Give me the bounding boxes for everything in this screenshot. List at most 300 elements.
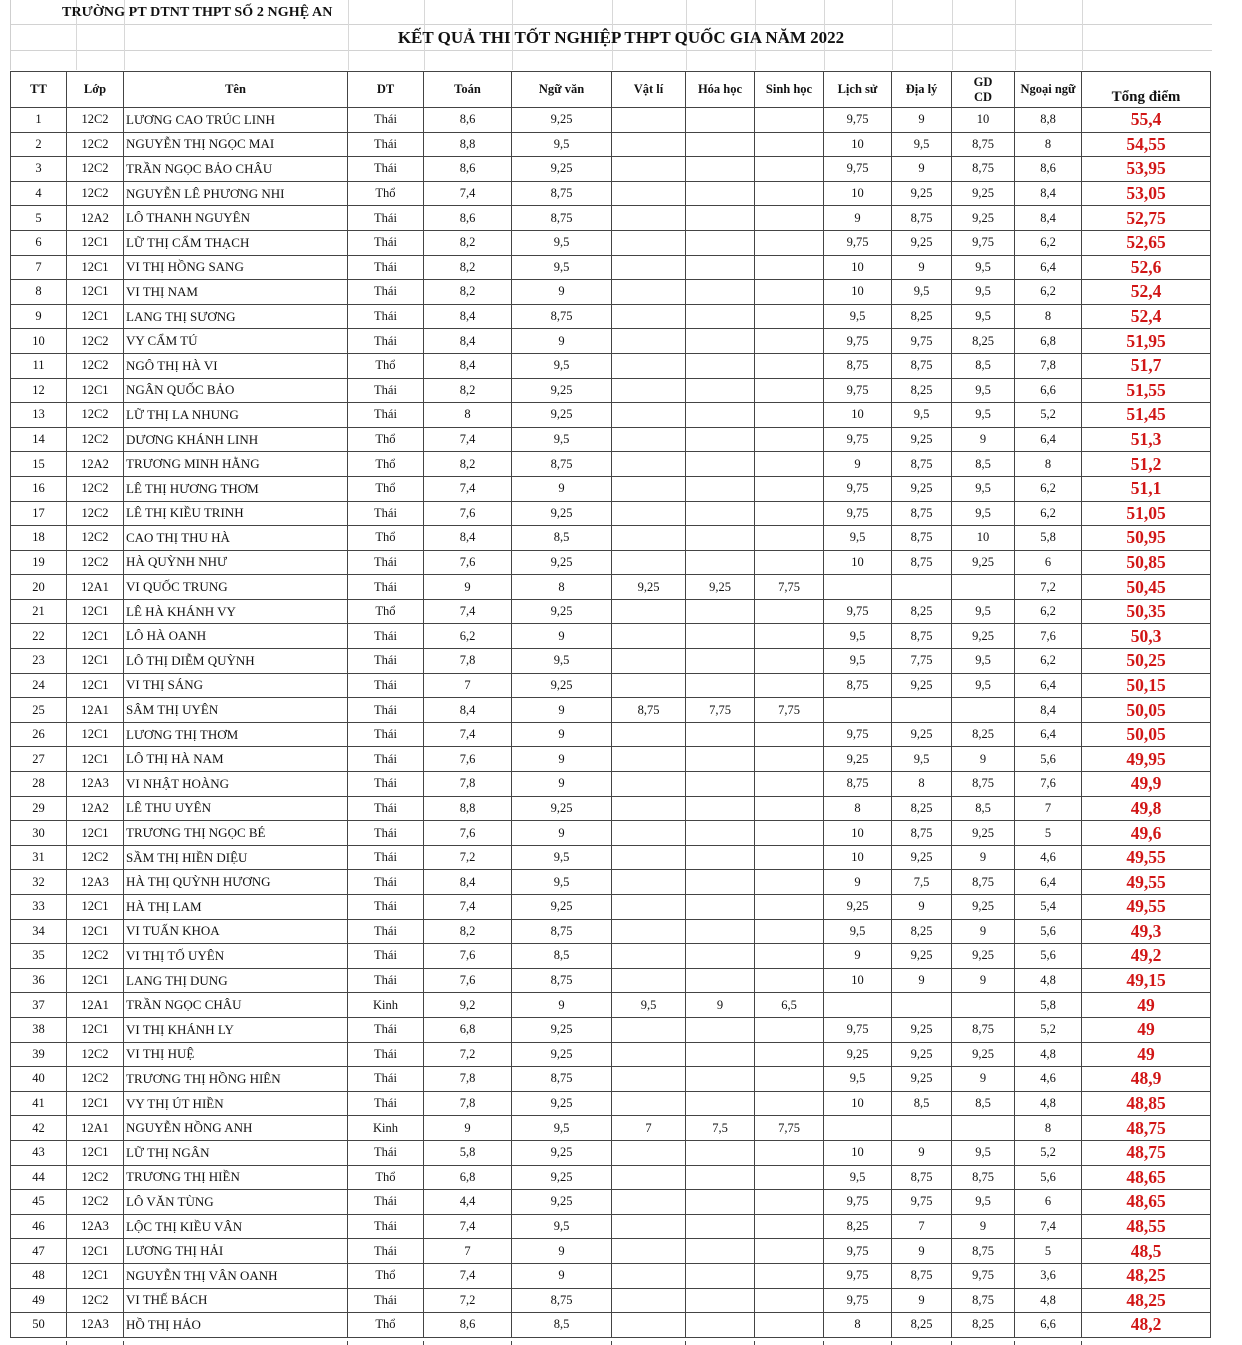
cell-ngu-van: 9,5 (512, 1214, 612, 1239)
cell-vat-li (612, 526, 686, 551)
cell-ngoai-ngu: 4,8 (1015, 1042, 1082, 1067)
cell-sinh-hoc (755, 157, 824, 182)
cell-tt: 18 (11, 526, 67, 551)
cell-dt: Thái (348, 280, 424, 305)
cell-ngoai-ngu: 8,4 (1015, 698, 1082, 723)
cell-gdcd: 9,5 (952, 476, 1015, 501)
cell-gdcd: 9,5 (952, 1190, 1015, 1215)
cell-toan: 8,2 (424, 280, 512, 305)
cell-dt: Thái (348, 1239, 424, 1264)
cell-lich-su: 9,25 (824, 1042, 892, 1067)
cell-lich-su: 9 (824, 452, 892, 477)
cell-dt: Thái (348, 1042, 424, 1067)
cell-vat-li (612, 378, 686, 403)
cell-ngoai-ngu: 8,6 (1015, 157, 1082, 182)
cell-toan: 8,8 (424, 796, 512, 821)
table-row (11, 132, 1211, 157)
cell-tt: 6 (11, 230, 67, 255)
cell-tong-diem: 51,55 (1082, 378, 1211, 403)
cell-ngoai-ngu: 5,6 (1015, 944, 1082, 969)
cell-ngoai-ngu: 8,4 (1015, 181, 1082, 206)
cell-sinh-hoc (755, 772, 824, 797)
cell-ten: LỮ THỊ NGÂN (124, 1140, 348, 1165)
cell-dt: Thổ (348, 1263, 424, 1288)
cell-tong-diem: 52,4 (1082, 280, 1211, 305)
cell-ten: LÔ HÀ OANH (124, 624, 348, 649)
cell-dia-ly: 8,75 (892, 353, 952, 378)
cell-tt: 43 (11, 1140, 67, 1165)
cell-ngu-van: 9 (512, 772, 612, 797)
cell-ten: VI THỊ HUỆ (124, 1042, 348, 1067)
cell-dt: Thái (348, 919, 424, 944)
cell-hoa-hoc (686, 1091, 755, 1116)
cell-dt: Thái (348, 132, 424, 157)
cell-ngoai-ngu: 6,4 (1015, 255, 1082, 280)
cell-gdcd: 9,25 (952, 944, 1015, 969)
cell-tt: 3 (11, 157, 67, 182)
cell-gdcd: 9,5 (952, 1140, 1015, 1165)
cell-ngoai-ngu: 8 (1015, 132, 1082, 157)
cell-lich-su: 10 (824, 403, 892, 428)
cell-sinh-hoc (755, 624, 824, 649)
cell-sinh-hoc (755, 1042, 824, 1067)
cell-tong-diem: 48,65 (1082, 1190, 1211, 1215)
cell-lich-su: 8,75 (824, 673, 892, 698)
cell-tt: 1 (11, 108, 67, 133)
cell-gdcd (952, 993, 1015, 1018)
cell-toan: 8,4 (424, 329, 512, 354)
table-row (11, 304, 1211, 329)
cell-sinh-hoc (755, 821, 824, 846)
cell-tong-diem: 49,9 (1082, 772, 1211, 797)
cell-dt: Thái (348, 895, 424, 920)
cell-gdcd: 8,25 (952, 329, 1015, 354)
table-row (11, 698, 1211, 723)
cell-dia-ly: 8,75 (892, 1263, 952, 1288)
cell-lich-su: 9,75 (824, 1263, 892, 1288)
cell-ngu-van: 9,25 (512, 108, 612, 133)
cell-ten: LÊ HÀ KHÁNH VY (124, 599, 348, 624)
cell-ngoai-ngu: 7,6 (1015, 772, 1082, 797)
cell-hoa-hoc (686, 304, 755, 329)
cell-toan: 7,2 (424, 1042, 512, 1067)
cell-ngu-van: 9,25 (512, 1017, 612, 1042)
cell-lop: 12A3 (67, 870, 124, 895)
cell-ngoai-ngu: 5,2 (1015, 1017, 1082, 1042)
cell-gdcd: 10 (952, 108, 1015, 133)
cell-tong-diem: 50,95 (1082, 526, 1211, 551)
cell-lop: 12C1 (67, 280, 124, 305)
cell-ngu-van: 9,5 (512, 649, 612, 674)
cell-ngu-van: 9,25 (512, 550, 612, 575)
cell-ngu-van: 9 (512, 993, 612, 1018)
cell-hoa-hoc (686, 403, 755, 428)
table-row (11, 378, 1211, 403)
cell-dia-ly: 9 (892, 1140, 952, 1165)
cell-vat-li (612, 550, 686, 575)
cell-tt: 13 (11, 403, 67, 428)
cell-tt: 2 (11, 132, 67, 157)
cell-toan: 8,6 (424, 157, 512, 182)
cell-tt: 8 (11, 280, 67, 305)
table-row (11, 624, 1211, 649)
cell-toan: 7,8 (424, 1091, 512, 1116)
cell-sinh-hoc (755, 452, 824, 477)
cell-tong-diem: 51,2 (1082, 452, 1211, 477)
cell-lich-su: 9,5 (824, 304, 892, 329)
cell-tt: 4 (11, 181, 67, 206)
cell-dia-ly: 9,25 (892, 722, 952, 747)
cell-ngoai-ngu: 5,2 (1015, 1140, 1082, 1165)
cell-gdcd: 9,75 (952, 1263, 1015, 1288)
cell-gdcd (952, 575, 1015, 600)
cell-lich-su: 9,75 (824, 427, 892, 452)
cell-toan: 7,4 (424, 427, 512, 452)
table-row (11, 649, 1211, 674)
col-header-dia-ly: Địa lý (892, 72, 952, 108)
cell-vat-li (612, 1017, 686, 1042)
cell-lich-su: 8 (824, 796, 892, 821)
cell-dt: Thái (348, 747, 424, 772)
cell-tt: 42 (11, 1116, 67, 1141)
cell-vat-li (612, 280, 686, 305)
table-row (11, 722, 1211, 747)
cell-sinh-hoc (755, 132, 824, 157)
cell-tong-diem: 50,35 (1082, 599, 1211, 624)
col-header-vat-li: Vật lí (612, 72, 686, 108)
cell-lop: 12C2 (67, 108, 124, 133)
cell-dt: Thái (348, 575, 424, 600)
cell-gdcd: 9,25 (952, 821, 1015, 846)
cell-vat-li: 9,5 (612, 993, 686, 1018)
cell-sinh-hoc (755, 230, 824, 255)
cell-ngoai-ngu: 7,8 (1015, 353, 1082, 378)
cell-vat-li (612, 870, 686, 895)
cell-dia-ly: 9,75 (892, 1190, 952, 1215)
cell-ngoai-ngu: 6,2 (1015, 280, 1082, 305)
cell-ngu-van: 9 (512, 722, 612, 747)
cell-ngu-van: 9 (512, 1239, 612, 1264)
cell-tong-diem: 53,05 (1082, 181, 1211, 206)
cell-ten: TRẦN NGỌC CHÂU (124, 993, 348, 1018)
cell-tong-diem: 50,05 (1082, 722, 1211, 747)
cell-gdcd: 9,5 (952, 378, 1015, 403)
cell-toan: 7,4 (424, 1263, 512, 1288)
cell-lop: 12C2 (67, 403, 124, 428)
cell-tong-diem: 52,75 (1082, 206, 1211, 231)
cell-ngoai-ngu: 5,8 (1015, 526, 1082, 551)
cell-dt: Thái (348, 378, 424, 403)
table-row (11, 968, 1211, 993)
cell-dt: Thái (348, 1190, 424, 1215)
table-row (11, 550, 1211, 575)
cell-tong-diem: 48,25 (1082, 1263, 1211, 1288)
cell-dia-ly: 8,75 (892, 526, 952, 551)
cell-tong-diem: 49,6 (1082, 821, 1211, 846)
cell-vat-li (612, 599, 686, 624)
cell-vat-li (612, 673, 686, 698)
cell-vat-li (612, 1263, 686, 1288)
cell-ngoai-ngu: 4,8 (1015, 1288, 1082, 1313)
cell-hoa-hoc (686, 452, 755, 477)
cell-tong-diem: 52,65 (1082, 230, 1211, 255)
cell-hoa-hoc (686, 1263, 755, 1288)
table-row (11, 452, 1211, 477)
cell-dia-ly: 8,75 (892, 1165, 952, 1190)
cell-dt: Thái (348, 722, 424, 747)
cell-lich-su: 9,5 (824, 1165, 892, 1190)
cell-toan: 9 (424, 1116, 512, 1141)
cell-dt: Thái (348, 1214, 424, 1239)
table-row (11, 895, 1211, 920)
cell-dt: Thổ (348, 353, 424, 378)
cell-lich-su: 10 (824, 280, 892, 305)
cell-dt: Thổ (348, 181, 424, 206)
cell-dia-ly: 8 (892, 772, 952, 797)
cell-ngoai-ngu: 6,8 (1015, 329, 1082, 354)
cell-ten: CAO THỊ THU HÀ (124, 526, 348, 551)
cell-hoa-hoc (686, 329, 755, 354)
cell-lop: 12C2 (67, 550, 124, 575)
cell-ten: VI THỊ KHÁNH LY (124, 1017, 348, 1042)
cell-ngu-van: 9 (512, 1263, 612, 1288)
cell-gdcd (952, 1116, 1015, 1141)
cell-dia-ly (892, 698, 952, 723)
cell-ngu-van: 8,75 (512, 1067, 612, 1092)
cell-tt: 11 (11, 353, 67, 378)
cell-ngoai-ngu: 5,6 (1015, 919, 1082, 944)
cell-lich-su: 9,75 (824, 722, 892, 747)
cell-dia-ly: 9 (892, 255, 952, 280)
cell-tong-diem: 53,95 (1082, 157, 1211, 182)
table-row (11, 575, 1211, 600)
cell-tt: 37 (11, 993, 67, 1018)
cell-ngu-van: 9,5 (512, 132, 612, 157)
table-row (11, 181, 1211, 206)
cell-hoa-hoc (686, 526, 755, 551)
cell-vat-li: 8,75 (612, 698, 686, 723)
cell-hoa-hoc (686, 1239, 755, 1264)
cell-ten: VI THỊ HỒNG SANG (124, 255, 348, 280)
cell-dia-ly: 9,25 (892, 230, 952, 255)
cell-gdcd: 9,5 (952, 403, 1015, 428)
cell-dt: Thổ (348, 452, 424, 477)
cell-dt: Thái (348, 108, 424, 133)
cell-ngoai-ngu: 6,4 (1015, 673, 1082, 698)
cell-hoa-hoc (686, 1165, 755, 1190)
cell-tt: 47 (11, 1239, 67, 1264)
cell-gdcd: 9,5 (952, 280, 1015, 305)
table-row (11, 1116, 1211, 1141)
cell-lop: 12C1 (67, 722, 124, 747)
cell-vat-li (612, 353, 686, 378)
cell-hoa-hoc (686, 821, 755, 846)
cell-gdcd: 9,25 (952, 206, 1015, 231)
cell-vat-li (612, 132, 686, 157)
table-row (11, 747, 1211, 772)
table-row (11, 673, 1211, 698)
cell-ngu-van: 9,5 (512, 845, 612, 870)
cell-ngu-van: 9 (512, 821, 612, 846)
cell-ngu-van: 9,25 (512, 1091, 612, 1116)
cell-tong-diem: 49,55 (1082, 895, 1211, 920)
cell-toan: 8,6 (424, 206, 512, 231)
table-row (11, 919, 1211, 944)
cell-sinh-hoc (755, 1214, 824, 1239)
cell-hoa-hoc (686, 1313, 755, 1338)
cell-lich-su: 8 (824, 1313, 892, 1338)
cell-hoa-hoc (686, 230, 755, 255)
cell-tong-diem: 50,15 (1082, 673, 1211, 698)
cell-sinh-hoc (755, 796, 824, 821)
cell-ngoai-ngu: 5,8 (1015, 993, 1082, 1018)
cell-hoa-hoc (686, 280, 755, 305)
cell-tt: 34 (11, 919, 67, 944)
cell-gdcd: 9 (952, 968, 1015, 993)
cell-tt: 50 (11, 1313, 67, 1338)
cell-toan: 7 (424, 673, 512, 698)
table-row (11, 993, 1211, 1018)
cell-lich-su (824, 1116, 892, 1141)
cell-tt: 19 (11, 550, 67, 575)
cell-dt: Thổ (348, 427, 424, 452)
cell-lop: 12A2 (67, 796, 124, 821)
cell-gdcd: 9,25 (952, 895, 1015, 920)
cell-dia-ly: 7,75 (892, 649, 952, 674)
cell-gdcd: 9,5 (952, 599, 1015, 624)
cell-dt: Thái (348, 649, 424, 674)
next-row-edge (10, 1341, 1210, 1345)
cell-vat-li (612, 1165, 686, 1190)
cell-ngu-van: 9 (512, 747, 612, 772)
cell-dia-ly: 9,25 (892, 1017, 952, 1042)
cell-ngu-van: 9,25 (512, 1165, 612, 1190)
cell-lich-su: 10 (824, 968, 892, 993)
cell-lich-su: 10 (824, 821, 892, 846)
cell-ngu-van: 9,25 (512, 895, 612, 920)
cell-tong-diem: 48,75 (1082, 1140, 1211, 1165)
cell-lop: 12A1 (67, 698, 124, 723)
cell-sinh-hoc (755, 673, 824, 698)
cell-gdcd: 9,5 (952, 501, 1015, 526)
cell-hoa-hoc (686, 796, 755, 821)
cell-dia-ly: 8,25 (892, 1313, 952, 1338)
cell-sinh-hoc (755, 1263, 824, 1288)
cell-ngu-van: 9,25 (512, 378, 612, 403)
cell-lop: 12C1 (67, 378, 124, 403)
cell-tong-diem: 50,85 (1082, 550, 1211, 575)
cell-dt: Thái (348, 304, 424, 329)
cell-lich-su (824, 993, 892, 1018)
cell-vat-li (612, 476, 686, 501)
cell-lich-su: 8,75 (824, 353, 892, 378)
cell-gdcd: 8,75 (952, 772, 1015, 797)
cell-lich-su (824, 575, 892, 600)
cell-tong-diem: 49 (1082, 1017, 1211, 1042)
cell-vat-li (612, 895, 686, 920)
cell-ngu-van: 9,25 (512, 1140, 612, 1165)
cell-ten: HÀ THỊ LAM (124, 895, 348, 920)
cell-vat-li (612, 796, 686, 821)
cell-tong-diem: 50,05 (1082, 698, 1211, 723)
cell-sinh-hoc (755, 1288, 824, 1313)
cell-ten: LƯƠNG CAO TRÚC LINH (124, 108, 348, 133)
cell-lop: 12C2 (67, 476, 124, 501)
cell-tt: 9 (11, 304, 67, 329)
cell-lop: 12C1 (67, 1017, 124, 1042)
cell-tong-diem: 54,55 (1082, 132, 1211, 157)
cell-tong-diem: 48,75 (1082, 1116, 1211, 1141)
col-header-sinh-hoc: Sinh học (755, 72, 824, 108)
cell-sinh-hoc (755, 353, 824, 378)
cell-lich-su: 9,75 (824, 1288, 892, 1313)
cell-lop: 12C1 (67, 304, 124, 329)
cell-lich-su: 9,25 (824, 895, 892, 920)
cell-lich-su: 9,75 (824, 501, 892, 526)
cell-ten: NGUYỄN LÊ PHƯƠNG NHI (124, 181, 348, 206)
cell-sinh-hoc (755, 599, 824, 624)
cell-gdcd: 9 (952, 1067, 1015, 1092)
cell-ten: DƯƠNG KHÁNH LINH (124, 427, 348, 452)
cell-lop: 12C1 (67, 599, 124, 624)
cell-lich-su: 9,75 (824, 329, 892, 354)
cell-lop: 12C1 (67, 1263, 124, 1288)
cell-dt: Thái (348, 230, 424, 255)
cell-lop: 12A2 (67, 206, 124, 231)
cell-dt: Thổ (348, 1165, 424, 1190)
cell-hoa-hoc (686, 1140, 755, 1165)
cell-sinh-hoc (755, 501, 824, 526)
cell-dt: Thái (348, 845, 424, 870)
cell-lop: 12C2 (67, 1288, 124, 1313)
table-row (11, 821, 1211, 846)
cell-sinh-hoc (755, 427, 824, 452)
cell-sinh-hoc (755, 747, 824, 772)
cell-lich-su: 9 (824, 870, 892, 895)
cell-ngu-van: 9,25 (512, 673, 612, 698)
cell-ngoai-ngu: 7,2 (1015, 575, 1082, 600)
cell-sinh-hoc (755, 845, 824, 870)
cell-ngoai-ngu: 8 (1015, 1116, 1082, 1141)
cell-vat-li (612, 649, 686, 674)
cell-ngu-van: 8,75 (512, 452, 612, 477)
cell-tong-diem: 49,3 (1082, 919, 1211, 944)
school-name: TRƯỜNG PT DTNT THPT SỐ 2 NGHỆ AN (62, 5, 333, 20)
cell-sinh-hoc (755, 1140, 824, 1165)
cell-gdcd: 8,5 (952, 353, 1015, 378)
cell-ngu-van: 9,5 (512, 1116, 612, 1141)
cell-gdcd: 9,25 (952, 624, 1015, 649)
cell-dia-ly: 9,5 (892, 747, 952, 772)
cell-hoa-hoc (686, 1288, 755, 1313)
cell-ngoai-ngu: 8 (1015, 304, 1082, 329)
cell-tt: 46 (11, 1214, 67, 1239)
cell-tt: 28 (11, 772, 67, 797)
cell-ngoai-ngu: 7,6 (1015, 624, 1082, 649)
cell-sinh-hoc (755, 1313, 824, 1338)
cell-dia-ly: 8,75 (892, 821, 952, 846)
cell-dt: Thái (348, 206, 424, 231)
cell-sinh-hoc (755, 1239, 824, 1264)
table-row (11, 1214, 1211, 1239)
cell-lop: 12C2 (67, 845, 124, 870)
cell-vat-li (612, 181, 686, 206)
cell-lich-su: 10 (824, 550, 892, 575)
cell-lop: 12A1 (67, 1116, 124, 1141)
table-row (11, 870, 1211, 895)
cell-tt: 38 (11, 1017, 67, 1042)
cell-tong-diem: 49,15 (1082, 968, 1211, 993)
